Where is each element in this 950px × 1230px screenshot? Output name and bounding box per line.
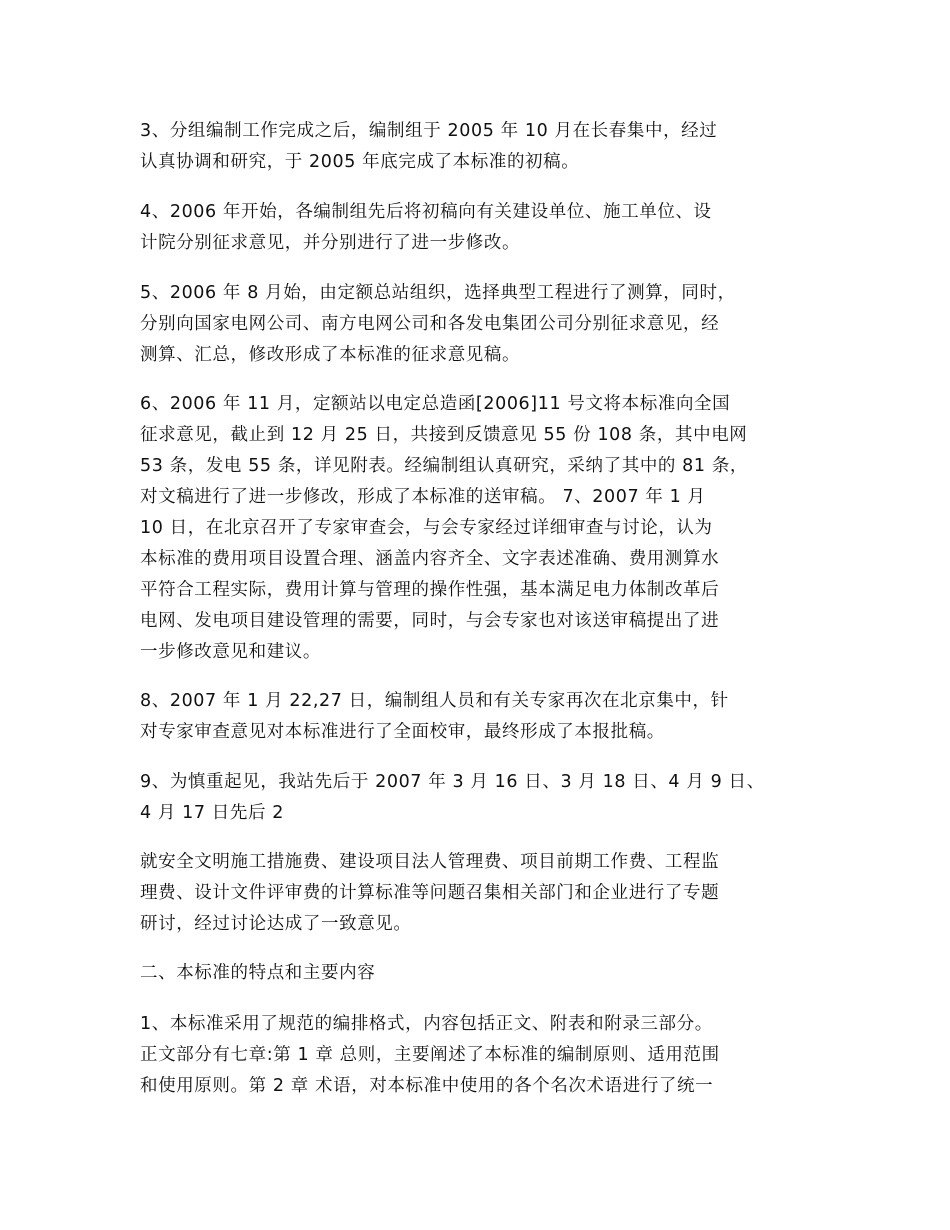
text-line: 6、2006 年 11 月，定额站以电定总造函[2006]11 号文将本标准向全国 <box>140 394 731 414</box>
paragraph-item-5 <box>140 278 736 371</box>
paragraph-continuation <box>140 847 719 940</box>
text-line: 5、2006 年 8 月始，由定额总站组织，选择典型工程进行了测算，同时， <box>140 283 736 303</box>
text-line: 就安全文明施工措施费、建设项目法人管理费、项目前期工作费、工程监 <box>140 852 720 872</box>
text-line: 研讨，经过讨论达成了一致意见。 <box>140 914 412 934</box>
paragraph-item-6-7 <box>140 389 748 668</box>
text-line: 分别向国家电网公司、南方电网公司和各发电集团公司分别征求意见，经 <box>140 314 720 334</box>
text-line: 正文部分有七章:第 1 章 总则，主要阐述了本标准的编制原则、适用范围 <box>140 1045 720 1065</box>
text-line: 二、本标准的特点和主要内容 <box>140 963 376 983</box>
text-line: 10 日，在北京召开了专家审查会，与会专家经过详细审查与讨论，认为 <box>140 518 713 538</box>
paragraph-item-1 <box>140 1009 720 1102</box>
text-line: 3、分组编制工作完成之后，编制组于 2005 年 10 月在长春集中，经过 <box>140 121 718 141</box>
text-line: 和使用原则。第 2 章 术语，对本标准中使用的各个名次术语进行了统一 <box>140 1076 714 1096</box>
text-line: 4 月 17 日先后 2 <box>140 803 284 823</box>
text-line: 8、2007 年 1 月 22,27 日，编制组人员和有关专家再次在北京集中，针 <box>140 691 729 711</box>
paragraph-item-3 <box>140 116 717 178</box>
text-line: 对文稿进行了进一步修改，形成了本标准的送审稿。 7、2007 年 1 月 <box>140 487 706 507</box>
text-line: 认真协调和研究，于 2005 年底完成了本标准的初稿。 <box>140 152 580 172</box>
text-line: 1、本标准采用了规范的编排格式，内容包括正文、附表和附录三部分。 <box>140 1014 713 1034</box>
text-line: 电网、发电项目建设管理的需要，同时，与会专家也对该送审稿提出了进 <box>140 611 720 631</box>
text-line: 9、为慎重起见，我站先后于 2007 年 3 月 16 日、3 月 18 日、4 月 9 日、 <box>140 772 765 792</box>
text-line: 53 条，发电 55 条，详见附表。经编制组认真研究，采纳了其中的 81 条， <box>140 456 749 476</box>
text-line: 本标准的费用项目设置合理、涵盖内容齐全、文字表述准确、费用测算水 <box>140 549 720 569</box>
text-line: 理费、设计文件评审费的计算标准等问题召集相关部门和企业进行了专题 <box>140 883 720 903</box>
text-line: 一步修改意见和建议。 <box>140 642 321 662</box>
text-line: 4、2006 年开始，各编制组先后将初稿向有关建设单位、施工单位、设 <box>140 202 712 222</box>
text-line: 测算、汇总，修改形成了本标准的征求意见稿。 <box>140 345 521 365</box>
paragraph-item-9 <box>140 767 765 829</box>
paragraph-item-4 <box>140 197 712 259</box>
text-line: 计院分别征求意见，并分别进行了进一步修改。 <box>140 233 521 253</box>
text-line: 征求意见，截止到 12 月 25 日，共接到反馈意见 55 份 108 条，其中电网 <box>140 425 748 445</box>
section-heading <box>140 958 375 989</box>
text-line: 对专家审查意见对本标准进行了全面校审，最终形成了本报批稿。 <box>140 722 665 742</box>
paragraph-item-8 <box>140 686 729 748</box>
text-line: 平符合工程实际，费用计算与管理的操作性强，基本满足电力体制改革后 <box>140 580 720 600</box>
